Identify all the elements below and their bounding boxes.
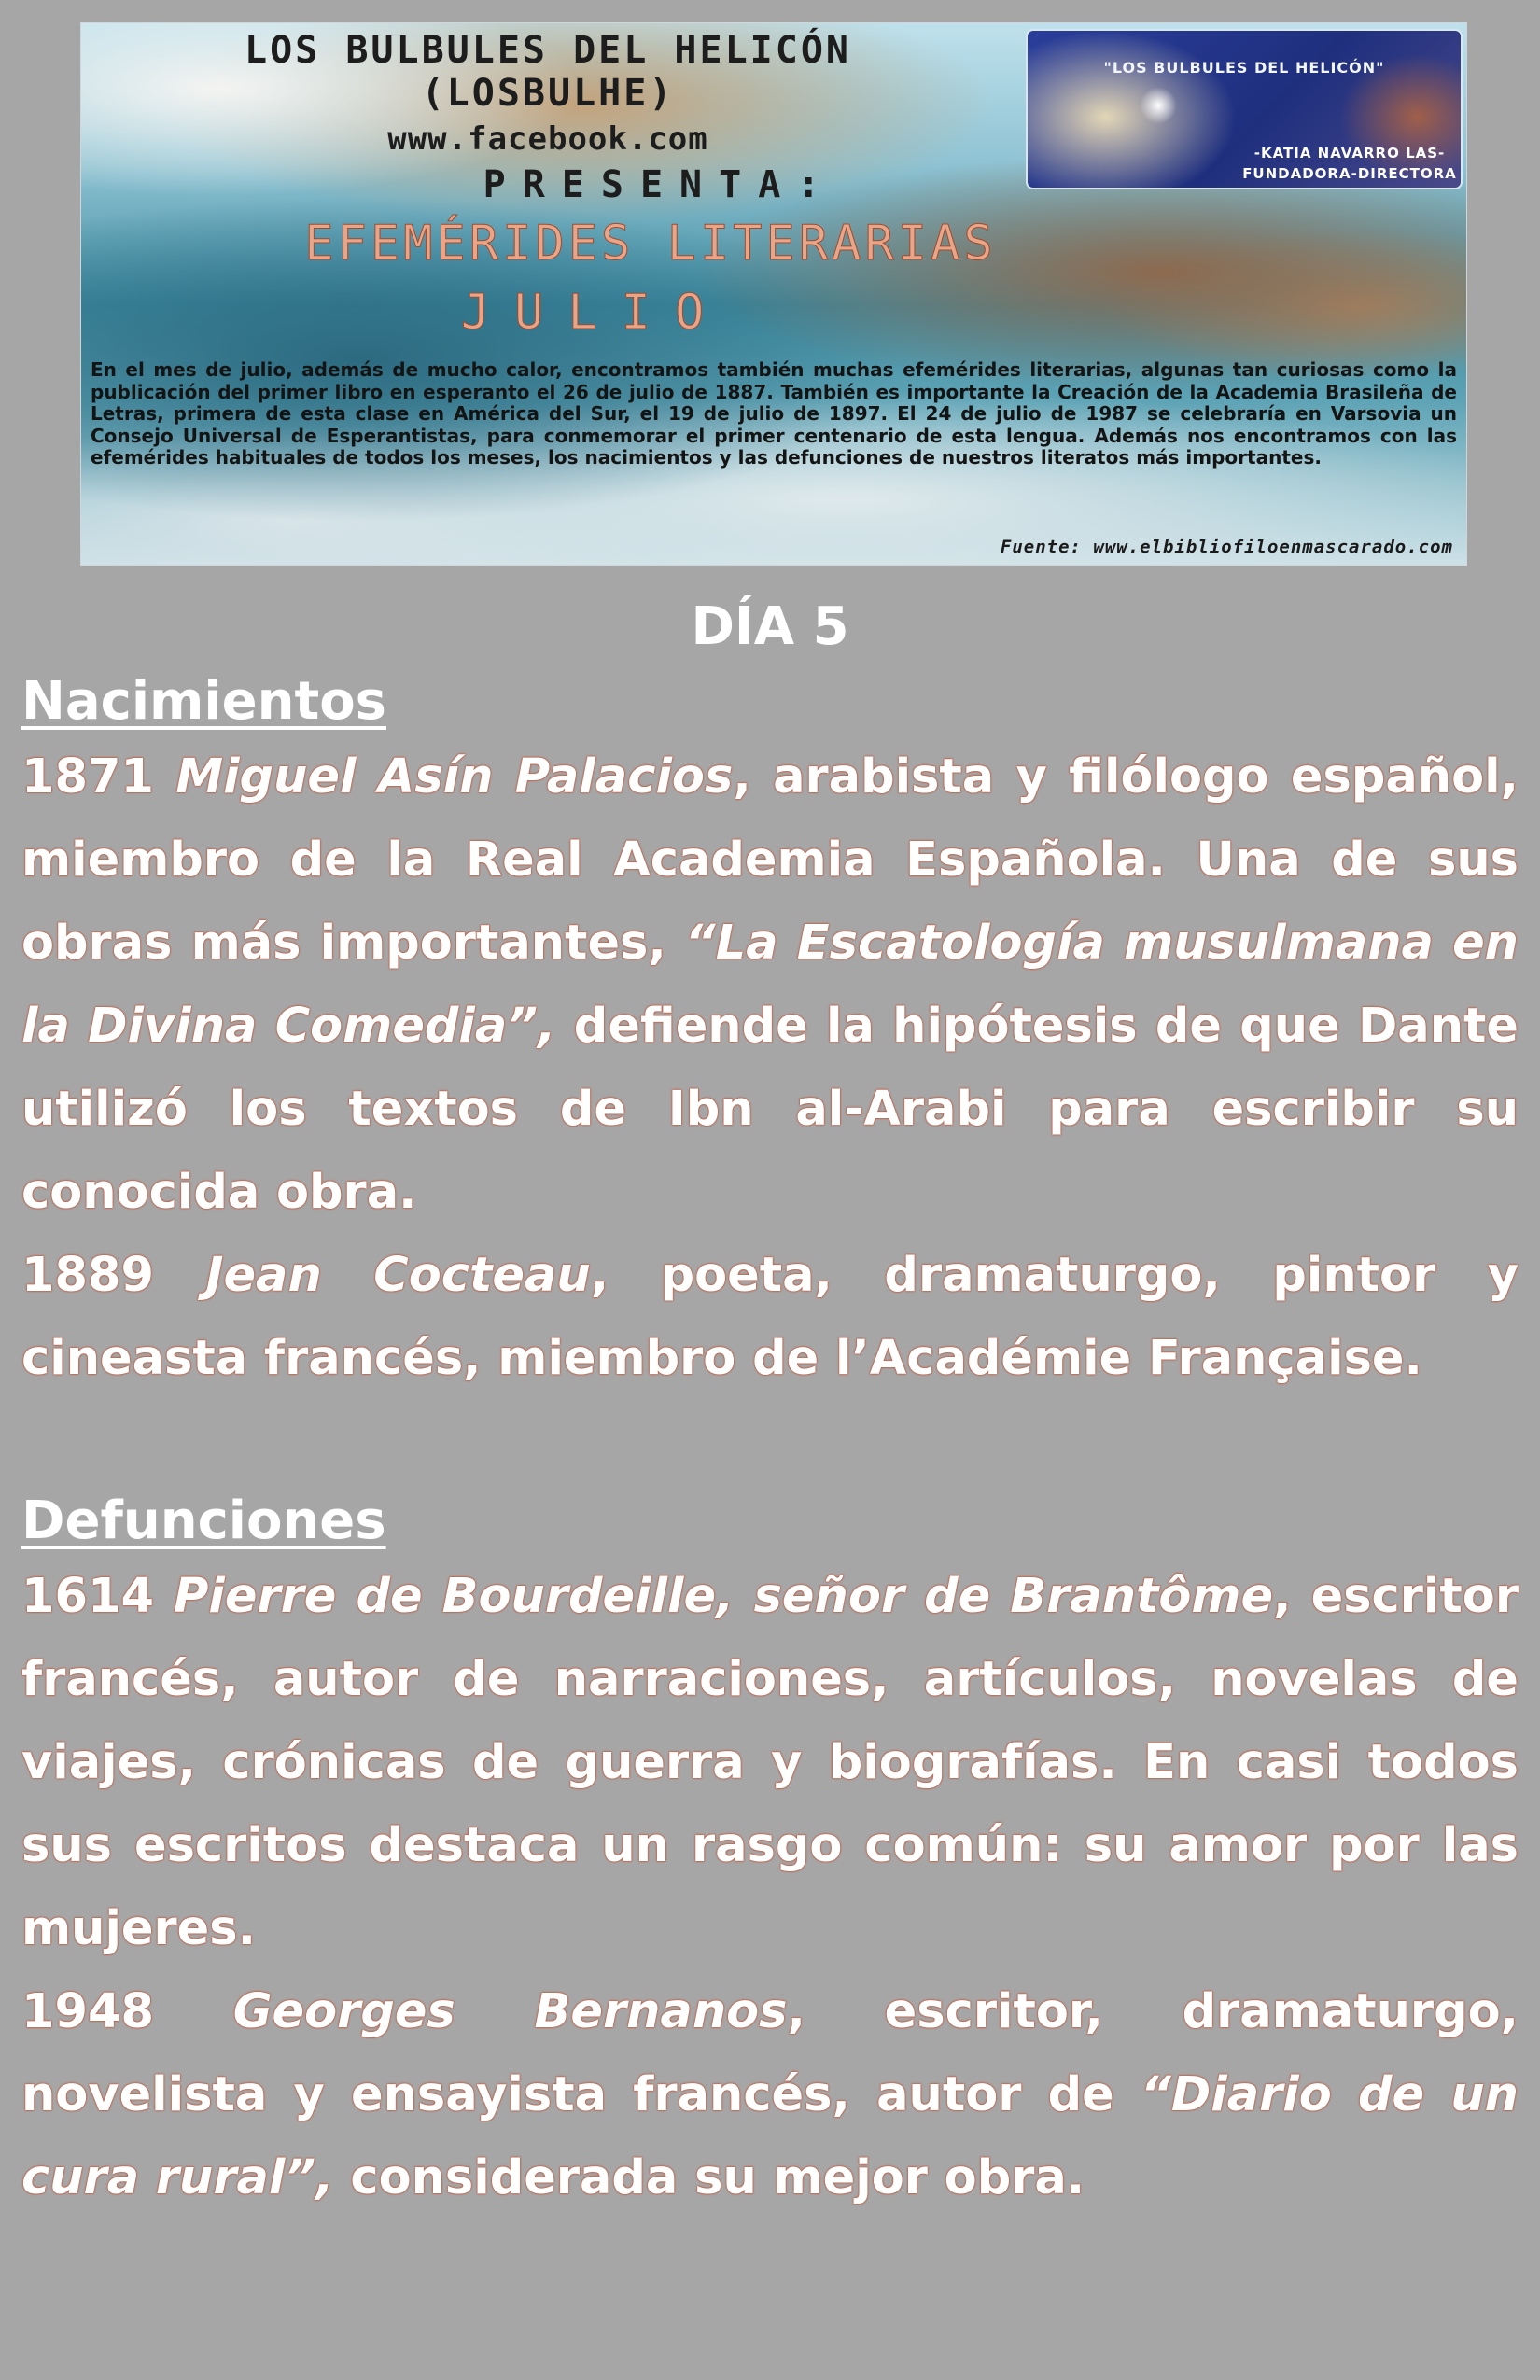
entry-text: , escritor francés, autor de narraciones, artículos, novelas de viajes, crónicas de guerra y biografías. En casi todos sus escritos destaca un rasgo común: su amor por las mujeres.: [21, 1569, 1519, 1956]
entry-year: 1614: [21, 1569, 154, 1624]
deaths-section: [21, 1488, 1519, 2219]
birth-entry: [21, 735, 1519, 1234]
banner-badge: [1026, 29, 1463, 189]
badge-light-icon: [1140, 87, 1177, 124]
badge-title: "LOS BULBULES DEL HELICÓN": [1103, 59, 1385, 77]
banner-source: Fuente: www.elbibliofiloenmascarado.com: [1000, 537, 1453, 557]
entry-text: defiende la hipótesis de que Dante utilizó los textos de Ibn al-Arabi para escribir su conocida obra.: [21, 999, 1519, 1220]
section-spacer: [21, 1400, 1519, 1480]
entry-work: “La Escatología musulmana en la Divina Comedia”,: [21, 916, 1519, 1054]
entry-text: , arabista y filólogo español, miembro de la Real Academia Española. Una de sus obras más importantes,: [21, 749, 1519, 971]
badge-role: FUNDADORA-DIRECTORA: [1242, 165, 1457, 182]
entry-name: Pierre de Bourdeille, señor de Brantôme: [174, 1569, 1274, 1624]
banner-acronym: (LOSBULHE): [421, 72, 675, 115]
entry-year: 1948: [21, 1984, 154, 2039]
main-content: [21, 594, 1519, 2219]
birth-entry: [21, 1234, 1519, 1400]
death-entry: [21, 1970, 1519, 2219]
header-banner: [80, 22, 1467, 566]
entry-year: 1871: [21, 749, 154, 805]
entry-name: Georges Bernanos: [232, 1984, 788, 2039]
banner-org-name: LOS BULBULES DEL HELICÓN: [245, 29, 851, 72]
entry-year: 1889: [21, 1248, 154, 1303]
entry-name: Jean Cocteau: [205, 1248, 591, 1303]
births-heading: Nacimientos: [21, 671, 387, 732]
banner-presents: PRESENTA:: [483, 163, 837, 206]
entry-text: , escritor, dramaturgo, novelista y ensayista francés, autor de: [21, 1984, 1519, 2122]
badge-founder: -KATIA NAVARRO LAS-: [1253, 145, 1446, 161]
deaths-heading: Defunciones: [21, 1491, 386, 1551]
day-heading: DÍA 5: [691, 596, 849, 657]
banner-title: EFEMÉRIDES LITERARIAS: [304, 216, 997, 272]
entry-text: , poeta, dramaturgo, pintor y cineasta francés, miembro de l’Académie Française.: [21, 1248, 1519, 1386]
banner-month: JULIO: [460, 285, 729, 341]
death-entry: [21, 1555, 1519, 1970]
births-section: [21, 668, 1519, 1400]
entry-work: “Diario de un cura rural”,: [21, 2067, 1519, 2205]
entry-name: Miguel Asín Palacios: [175, 749, 734, 805]
banner-website: www.facebook.com: [387, 120, 708, 158]
banner-intro: En el mes de julio, además de mucho calor, encontramos también muchas efemérides literarias, algunas tan curiosas como la publicación del primer libro en esperanto el 26 de julio de 1887. También es importante la Creación de la Academia Brasileña de Letras, primera de esta clase en América del Sur, el 19 de julio de 1897. El 24 de julio de 1987 se celebraría en Varsovia un Consejo Universal de Esperantistas, para conmemorar el primer centenario de esta lengua. Además nos encontramos con las efemérides habituales de todos los meses, los nacimientos y las defunciones de nuestros literatos más importantes.: [91, 358, 1457, 469]
entry-text: considerada su mejor obra.: [333, 2150, 1085, 2205]
